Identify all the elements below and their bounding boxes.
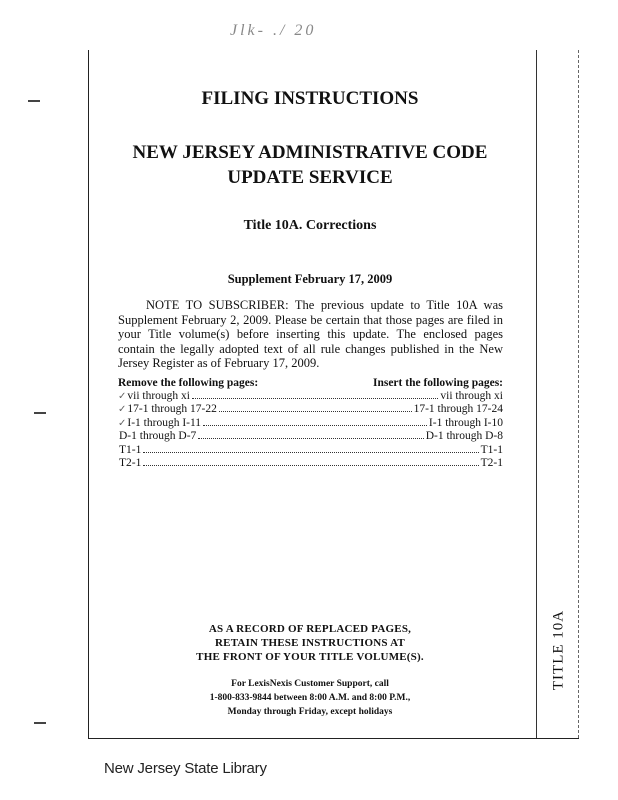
margin-mark	[34, 722, 46, 724]
table-header	[118, 377, 503, 390]
code-heading-line2: UPDATE SERVICE	[227, 167, 393, 188]
check-mark-icon: ✓	[118, 417, 127, 429]
insert-pages: I-1 through I-10	[428, 416, 503, 429]
dot-leader	[143, 452, 478, 453]
table-row	[118, 403, 503, 417]
remove-pages: T2-1	[119, 457, 142, 469]
retain-line1: AS A RECORD OF REPLACED PAGES,	[208, 623, 412, 635]
support-line3: Monday through Friday, except holidays	[227, 707, 393, 717]
insert-pages: 17-1 through 17-24	[413, 403, 503, 415]
remove-pages: T1-1	[119, 443, 142, 456]
insert-header: Insert the following pages:	[372, 377, 503, 389]
dot-leader	[192, 398, 438, 399]
insert-pages: T1-1	[480, 443, 503, 456]
page-title: FILING INSTRUCTIONS	[201, 88, 419, 109]
retain-line2: RETAIN THESE INSTRUCTIONS AT	[215, 637, 405, 649]
dot-leader	[198, 438, 423, 439]
remove-pages: D-1 through D-7	[119, 430, 197, 442]
remove-pages: vii through xi	[127, 389, 191, 402]
table-row	[118, 430, 503, 444]
table-row	[118, 417, 503, 431]
insert-pages: vii through xi	[440, 389, 503, 402]
retain-line3: THE FRONT OF YOUR TITLE VOLUME(S).	[196, 651, 424, 663]
table-row	[118, 390, 503, 404]
remove-pages: I-1 through I-11	[127, 416, 202, 429]
customer-support	[96, 677, 524, 719]
title-name: Title 10A. Corrections	[243, 218, 377, 233]
supplement-date: Supplement February 17, 2009	[227, 272, 393, 286]
support-line2: 1-800-833-9844 between 8:00 A.M. and 8:00 P.M.,	[209, 693, 411, 703]
code-heading-line1: NEW JERSEY ADMINISTRATIVE CODE	[132, 142, 488, 163]
remove-pages: 17-1 through 17-22	[127, 403, 217, 415]
insert-pages: T2-1	[480, 457, 503, 469]
handwritten-scribble: Jlk- ./ 20	[230, 22, 317, 39]
library-stamp: New Jersey State Library	[104, 760, 267, 777]
margin-mark	[34, 412, 46, 414]
title-tab	[524, 600, 594, 700]
dot-leader	[143, 465, 478, 466]
code-heading	[96, 140, 524, 190]
title-tab-label: TITLE 10A	[550, 609, 567, 691]
check-mark-icon: ✓	[118, 404, 127, 415]
table-row	[118, 444, 503, 458]
table-row	[118, 457, 503, 471]
support-line1: For LexisNexis Customer Support, call	[231, 679, 389, 689]
pages-table	[118, 377, 503, 471]
dot-leader	[219, 411, 412, 412]
check-mark-icon: ✓	[118, 390, 127, 402]
subscriber-note: NOTE TO SUBSCRIBER: The previous update to Title 10A was Supplement February 2, 2009. Please be certain that those pages are filed in your Title volume(s) before inserting this update. The enclosed pages contain the legally adopted text of all rule changes published in the New Jersey Register as of February 17, 2009.	[118, 298, 503, 370]
retain-instructions	[96, 622, 524, 664]
margin-mark	[28, 100, 40, 102]
remove-header: Remove the following pages:	[118, 377, 259, 389]
insert-pages: D-1 through D-8	[425, 430, 503, 442]
dot-leader	[203, 425, 427, 426]
